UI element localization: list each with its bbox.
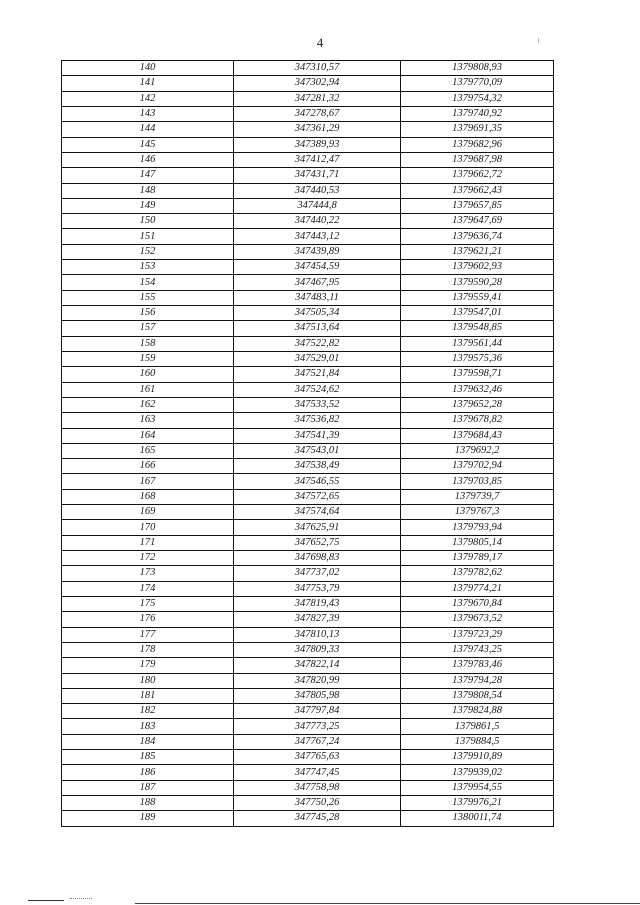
point-number-cell: 151 xyxy=(62,229,234,244)
footer-line xyxy=(28,900,64,901)
point-number-cell: 146 xyxy=(62,152,234,167)
y-coordinate-cell: 1379561,44 xyxy=(401,336,554,351)
table-row xyxy=(62,612,554,627)
table-row xyxy=(62,152,554,167)
table-row xyxy=(62,780,554,795)
table-row xyxy=(62,811,554,826)
y-coordinate-cell: 1379824,88 xyxy=(401,704,554,719)
x-coordinate-cell: 347440,22 xyxy=(234,214,401,229)
x-coordinate-cell: 347541,39 xyxy=(234,428,401,443)
x-coordinate-cell: 347737,02 xyxy=(234,566,401,581)
point-number-cell: 163 xyxy=(62,413,234,428)
x-coordinate-cell: 347524,62 xyxy=(234,382,401,397)
y-coordinate-cell: 1379702,94 xyxy=(401,459,554,474)
point-number-cell: 142 xyxy=(62,91,234,106)
page-number: 4 xyxy=(316,35,324,50)
table-row xyxy=(62,704,554,719)
table-row xyxy=(62,306,554,321)
y-coordinate-cell: 1379793,94 xyxy=(401,520,554,535)
point-number-cell: 174 xyxy=(62,581,234,596)
point-number-cell: 173 xyxy=(62,566,234,581)
y-coordinate-cell: 1379782,62 xyxy=(401,566,554,581)
x-coordinate-cell: 347819,43 xyxy=(234,596,401,611)
table-row xyxy=(62,535,554,550)
footer-dots xyxy=(70,898,92,900)
y-coordinate-cell: 1379662,43 xyxy=(401,183,554,198)
y-coordinate-cell: 1379770,09 xyxy=(401,76,554,91)
x-coordinate-cell: 347574,64 xyxy=(234,505,401,520)
x-coordinate-cell: 347278,67 xyxy=(234,106,401,121)
point-number-cell: 189 xyxy=(62,811,234,826)
coordinates-table xyxy=(61,60,554,827)
x-coordinate-cell: 347443,12 xyxy=(234,229,401,244)
x-coordinate-cell: 347765,63 xyxy=(234,750,401,765)
table-row xyxy=(62,596,554,611)
point-number-cell: 186 xyxy=(62,765,234,780)
point-number-cell: 155 xyxy=(62,290,234,305)
point-number-cell: 180 xyxy=(62,673,234,688)
y-coordinate-cell: 1379687,98 xyxy=(401,152,554,167)
x-coordinate-cell: 347513,64 xyxy=(234,321,401,336)
y-coordinate-cell: 1379703,85 xyxy=(401,474,554,489)
table-row xyxy=(62,750,554,765)
table-row xyxy=(62,688,554,703)
table-row xyxy=(62,275,554,290)
x-coordinate-cell: 347533,52 xyxy=(234,397,401,412)
y-coordinate-cell: 1380011,74 xyxy=(401,811,554,826)
table-row xyxy=(62,168,554,183)
point-number-cell: 172 xyxy=(62,551,234,566)
y-coordinate-cell: 1379767,3 xyxy=(401,505,554,520)
y-coordinate-cell: 1379939,02 xyxy=(401,765,554,780)
x-coordinate-cell: 347652,75 xyxy=(234,535,401,550)
y-coordinate-cell: 1379754,32 xyxy=(401,91,554,106)
table-row xyxy=(62,413,554,428)
footer-rule xyxy=(135,903,640,904)
y-coordinate-cell: 1379692,2 xyxy=(401,443,554,458)
x-coordinate-cell: 347361,29 xyxy=(234,122,401,137)
y-coordinate-cell: 1379678,82 xyxy=(401,413,554,428)
coordinates-table-body xyxy=(62,61,554,827)
table-row xyxy=(62,336,554,351)
point-number-cell: 159 xyxy=(62,351,234,366)
y-coordinate-cell: 1379670,84 xyxy=(401,596,554,611)
y-coordinate-cell: 1379805,14 xyxy=(401,535,554,550)
point-number-cell: 188 xyxy=(62,796,234,811)
table-row xyxy=(62,122,554,137)
table-row xyxy=(62,443,554,458)
table-row xyxy=(62,61,554,76)
y-coordinate-cell: 1379861,5 xyxy=(401,719,554,734)
x-coordinate-cell: 347758,98 xyxy=(234,780,401,795)
point-number-cell: 185 xyxy=(62,750,234,765)
x-coordinate-cell: 347467,95 xyxy=(234,275,401,290)
table-row xyxy=(62,76,554,91)
table-row xyxy=(62,474,554,489)
point-number-cell: 158 xyxy=(62,336,234,351)
y-coordinate-cell: 1379590,28 xyxy=(401,275,554,290)
x-coordinate-cell: 347389,93 xyxy=(234,137,401,152)
x-coordinate-cell: 347440,53 xyxy=(234,183,401,198)
y-coordinate-cell: 1379783,46 xyxy=(401,658,554,673)
x-coordinate-cell: 347310,57 xyxy=(234,61,401,76)
x-coordinate-cell: 347431,71 xyxy=(234,168,401,183)
table-row xyxy=(62,106,554,121)
y-coordinate-cell: 1379808,54 xyxy=(401,688,554,703)
x-coordinate-cell: 347454,59 xyxy=(234,260,401,275)
point-number-cell: 153 xyxy=(62,260,234,275)
table-row xyxy=(62,566,554,581)
point-number-cell: 184 xyxy=(62,734,234,749)
point-number-cell: 166 xyxy=(62,459,234,474)
y-coordinate-cell: 1379559,41 xyxy=(401,290,554,305)
x-coordinate-cell: 347412,47 xyxy=(234,152,401,167)
point-number-cell: 161 xyxy=(62,382,234,397)
table-row xyxy=(62,91,554,106)
table-row xyxy=(62,137,554,152)
table-row xyxy=(62,260,554,275)
table-row xyxy=(62,244,554,259)
point-number-cell: 187 xyxy=(62,780,234,795)
y-coordinate-cell: 1379598,71 xyxy=(401,367,554,382)
table-row xyxy=(62,459,554,474)
table-row xyxy=(62,673,554,688)
y-coordinate-cell: 1379723,29 xyxy=(401,627,554,642)
y-coordinate-cell: 1379602,93 xyxy=(401,260,554,275)
point-number-cell: 147 xyxy=(62,168,234,183)
point-number-cell: 179 xyxy=(62,658,234,673)
point-number-cell: 183 xyxy=(62,719,234,734)
point-number-cell: 164 xyxy=(62,428,234,443)
table-row xyxy=(62,796,554,811)
x-coordinate-cell: 347753,79 xyxy=(234,581,401,596)
x-coordinate-cell: 347483,11 xyxy=(234,290,401,305)
table-row xyxy=(62,489,554,504)
x-coordinate-cell: 347281,32 xyxy=(234,91,401,106)
y-coordinate-cell: 1379691,35 xyxy=(401,122,554,137)
x-coordinate-cell: 347529,01 xyxy=(234,351,401,366)
x-coordinate-cell: 347827,39 xyxy=(234,612,401,627)
y-coordinate-cell: 1379673,52 xyxy=(401,612,554,627)
table-row xyxy=(62,382,554,397)
point-number-cell: 177 xyxy=(62,627,234,642)
y-coordinate-cell: 1379976,21 xyxy=(401,796,554,811)
table-row xyxy=(62,214,554,229)
point-number-cell: 181 xyxy=(62,688,234,703)
point-number-cell: 157 xyxy=(62,321,234,336)
y-coordinate-cell: 1379794,28 xyxy=(401,673,554,688)
x-coordinate-cell: 347625,91 xyxy=(234,520,401,535)
x-coordinate-cell: 347810,13 xyxy=(234,627,401,642)
point-number-cell: 145 xyxy=(62,137,234,152)
x-coordinate-cell: 347797,84 xyxy=(234,704,401,719)
point-number-cell: 152 xyxy=(62,244,234,259)
y-coordinate-cell: 1379789,17 xyxy=(401,551,554,566)
x-coordinate-cell: 347538,49 xyxy=(234,459,401,474)
y-coordinate-cell: 1379910,89 xyxy=(401,750,554,765)
point-number-cell: 144 xyxy=(62,122,234,137)
x-coordinate-cell: 347698,83 xyxy=(234,551,401,566)
point-number-cell: 156 xyxy=(62,306,234,321)
table-row xyxy=(62,642,554,657)
x-coordinate-cell: 347522,82 xyxy=(234,336,401,351)
point-number-cell: 149 xyxy=(62,198,234,213)
point-number-cell: 171 xyxy=(62,535,234,550)
point-number-cell: 165 xyxy=(62,443,234,458)
point-number-cell: 143 xyxy=(62,106,234,121)
y-coordinate-cell: 1379954,55 xyxy=(401,780,554,795)
x-coordinate-cell: 347809,33 xyxy=(234,642,401,657)
x-coordinate-cell: 347543,01 xyxy=(234,443,401,458)
y-coordinate-cell: 1379575,36 xyxy=(401,351,554,366)
point-number-cell: 148 xyxy=(62,183,234,198)
point-number-cell: 167 xyxy=(62,474,234,489)
x-coordinate-cell: 347750,26 xyxy=(234,796,401,811)
point-number-cell: 141 xyxy=(62,76,234,91)
y-coordinate-cell: 1379774,21 xyxy=(401,581,554,596)
table-row xyxy=(62,351,554,366)
point-number-cell: 169 xyxy=(62,505,234,520)
table-row xyxy=(62,520,554,535)
table-row xyxy=(62,765,554,780)
table-row xyxy=(62,551,554,566)
point-number-cell: 154 xyxy=(62,275,234,290)
y-coordinate-cell: 1379632,46 xyxy=(401,382,554,397)
point-number-cell: 182 xyxy=(62,704,234,719)
x-coordinate-cell: 347820,99 xyxy=(234,673,401,688)
x-coordinate-cell: 347505,34 xyxy=(234,306,401,321)
table-row xyxy=(62,719,554,734)
x-coordinate-cell: 347439,89 xyxy=(234,244,401,259)
table-row xyxy=(62,505,554,520)
point-number-cell: 140 xyxy=(62,61,234,76)
x-coordinate-cell: 347536,82 xyxy=(234,413,401,428)
table-row xyxy=(62,290,554,305)
x-coordinate-cell: 347745,28 xyxy=(234,811,401,826)
x-coordinate-cell: 347747,45 xyxy=(234,765,401,780)
y-coordinate-cell: 1379682,96 xyxy=(401,137,554,152)
point-number-cell: 170 xyxy=(62,520,234,535)
y-coordinate-cell: 1379740,92 xyxy=(401,106,554,121)
point-number-cell: 168 xyxy=(62,489,234,504)
table-row xyxy=(62,321,554,336)
table-row xyxy=(62,734,554,749)
table-row xyxy=(62,367,554,382)
y-coordinate-cell: 1379652,28 xyxy=(401,397,554,412)
y-coordinate-cell: 1379647,69 xyxy=(401,214,554,229)
y-coordinate-cell: 1379621,21 xyxy=(401,244,554,259)
point-number-cell: 176 xyxy=(62,612,234,627)
y-coordinate-cell: 1379743,25 xyxy=(401,642,554,657)
table-row xyxy=(62,428,554,443)
x-coordinate-cell: 347773,25 xyxy=(234,719,401,734)
table-row xyxy=(62,229,554,244)
point-number-cell: 162 xyxy=(62,397,234,412)
x-coordinate-cell: 347822,14 xyxy=(234,658,401,673)
point-number-cell: 160 xyxy=(62,367,234,382)
table-row xyxy=(62,397,554,412)
y-coordinate-cell: 1379547,01 xyxy=(401,306,554,321)
y-coordinate-cell: 1379548,85 xyxy=(401,321,554,336)
x-coordinate-cell: 347767,24 xyxy=(234,734,401,749)
point-number-cell: 150 xyxy=(62,214,234,229)
y-coordinate-cell: 1379662,72 xyxy=(401,168,554,183)
y-coordinate-cell: 1379808,93 xyxy=(401,61,554,76)
table-row xyxy=(62,198,554,213)
x-coordinate-cell: 347521,84 xyxy=(234,367,401,382)
y-coordinate-cell: 1379739,7 xyxy=(401,489,554,504)
x-coordinate-cell: 347302,94 xyxy=(234,76,401,91)
y-coordinate-cell: 1379684,43 xyxy=(401,428,554,443)
x-coordinate-cell: 347546,55 xyxy=(234,474,401,489)
table-row xyxy=(62,581,554,596)
x-coordinate-cell: 347572,65 xyxy=(234,489,401,504)
y-coordinate-cell: 1379884,5 xyxy=(401,734,554,749)
point-number-cell: 178 xyxy=(62,642,234,657)
table-row xyxy=(62,183,554,198)
x-coordinate-cell: 347805,98 xyxy=(234,688,401,703)
y-coordinate-cell: 1379636,74 xyxy=(401,229,554,244)
table-row xyxy=(62,658,554,673)
x-coordinate-cell: 347444,8 xyxy=(234,198,401,213)
y-coordinate-cell: 1379657,85 xyxy=(401,198,554,213)
table-row xyxy=(62,627,554,642)
scan-mark xyxy=(538,38,542,43)
point-number-cell: 175 xyxy=(62,596,234,611)
